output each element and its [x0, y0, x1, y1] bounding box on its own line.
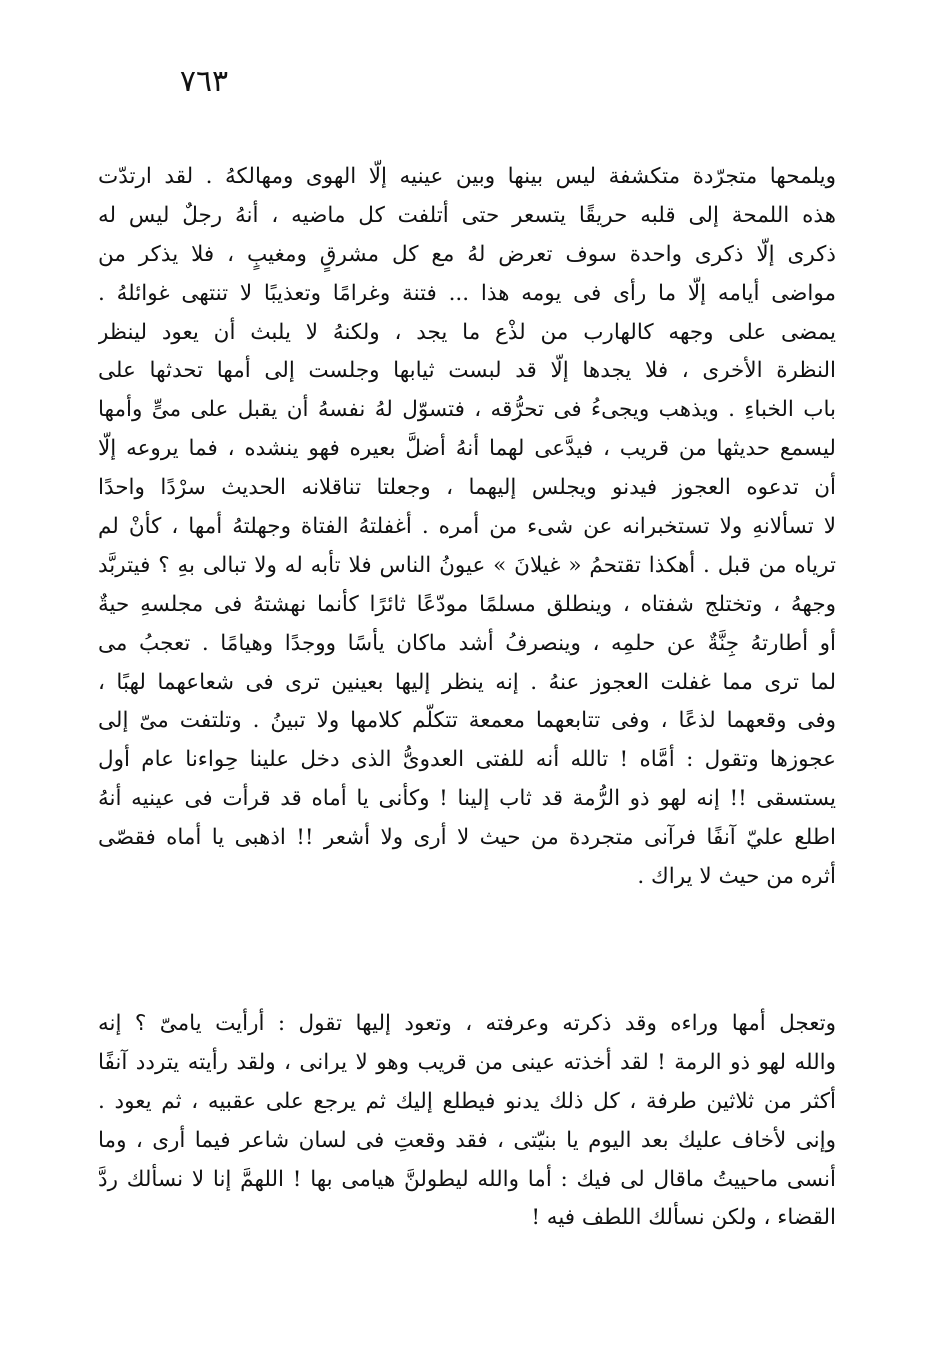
text-line: أنسى ماحييتُ ماقال لى فيك : أما والله ليطولنَّ هيامى بها ! اللهمَّ إنا لا نسألك ردَّ — [98, 1166, 836, 1192]
text-line: النظرة الأخرى ، فلا يجدها إلّا قد لبست ثيابها وجلست إلى أمها تحدثها على — [98, 358, 836, 384]
text-line: لما ترى مما غفلت العجوز عنهُ . إنه ينظر إليها بعينين ترى فى شعاعهما لهبًا ، — [98, 669, 836, 695]
text-line: أن تدعوه العجوز فيدنو ويجلس إليهما ، وجعلتا تناقلانه الحديث سرْدًا واحدًا — [98, 475, 836, 501]
text-line: ويلمحها متجرّدة متكشفة ليس بينها وبين عينيه إلّا الهوى ومهالكهُ . لقد ارتدّت — [98, 164, 836, 189]
text-line: وإنى لأخاف عليك بعد اليوم يا بنيّتى ، فقد وقعتِ فى لسان شاعر فيما أرى ، وما — [98, 1127, 836, 1153]
text-line: يمضى على وجهه كالهارب من لذْع ما يجد ، ولكنهُ لا يلبث أن يعود لينظر — [98, 319, 836, 345]
text-line: يستسقى !! إنه لهو ذو الرُّمة قد ثاب إلينا ! وكأنى يا أماه قد قرأت فى عينيه أنهُ — [98, 786, 836, 812]
text-line: هذه اللمحة إلى قلبه حريقًا يتسعر حتى أتلفت كل ماضيه ، أنهُ رجلٌ ليس له — [98, 202, 836, 228]
text-line: وجههُ ، وتختلج شفتاه ، وينطلق مسلمًا مودّعًا ثائرًا كأنما نهشتهُ فى مجلسهِ حيةٌ — [98, 591, 836, 617]
text-line: ذكرى إلّا ذكرى واحدة سوف تعرض لهُ مع كل مشرقٍ ومغيبٍ ، فلا يذكر من — [98, 241, 836, 267]
text-line: اطلع عليّ آنفًا فرآنى متجردة من حيث لا أرى ولا أشعر !! اذهبى يا أماه فقصّى — [98, 825, 836, 851]
text-line: أو أطارتهُ جِنَّةٌ عن حلمِه ، وينصرفُ أشد ماكان يأسًا ووجدًا وهيامًا . تعجبُ مى — [98, 630, 836, 656]
text-line: أكثر من ثلاثين طرفة ، كل ذلك يدنو فيطلع إليك ثم يرجع على عقبيه ، ثم يعود . — [98, 1088, 836, 1114]
page-number: ٧٦٣ — [179, 64, 229, 99]
paragraph-2 — [98, 1005, 836, 1238]
text-line: باب الخباءِ . ويذهب ويجىءُ فى تحرُّقه ، فتسوّل لهُ نفسهُ أن يقبل على مىٍّ وأمها — [98, 397, 836, 423]
text-line: ليسمع حديثها من قريب ، فيدَّعى لهما أنهُ أضلَّ بعيره فهو ينشده ، فما يروعه إلّا — [98, 436, 836, 462]
paragraph-1 — [98, 158, 836, 897]
text-line: وتعجل أمها وراءه وقد ذكرته وعرفته ، وتعود إليها تقول : أرأيت يامىّ ؟ إنه — [98, 1011, 836, 1036]
text-line: لا تسألانهِ ولا تستخبرانه عن شىء من أمره . أغفلتهُ الفتاة وجهلتهُ أمها ، كأنْ لم — [98, 514, 836, 540]
text-line: القضاء ، ولكن نسألك اللطف فيه ! — [531, 1205, 836, 1231]
text-line: والله لهو ذو الرمة ! لقد أخذته عينى من قريب وهو لا يرانى ، ولقد رأيته يتردد آنفًا — [98, 1049, 836, 1075]
text-line: أثره من حيث لا يراك . — [637, 864, 836, 890]
text-line: ترياه من قبل . أهكذا تقتحمُ « غيلانَ » عيونُ الناس فلا تأبه له ولا تبالى بهِ ؟ فيتربَّد — [98, 552, 836, 578]
text-line: مواضى أيامه إلّا ما رأى فى يومه هذا ... فتنة وغرامًا وتعذيبًا لا تنتهى غوائلهُ . — [98, 280, 836, 306]
text-line: وفى وقعهما لذعًا ، وفى تتابعهما معمعة تتكلّم كلامها ولا تبينُ . وتلتفت مىّ إلى — [98, 708, 836, 734]
text-line: عجوزها وتقول : أمَّاه ! تالله أنه للفتى العدوىُّ الذى دخل علينا حِواءنا عام أول — [98, 747, 836, 773]
